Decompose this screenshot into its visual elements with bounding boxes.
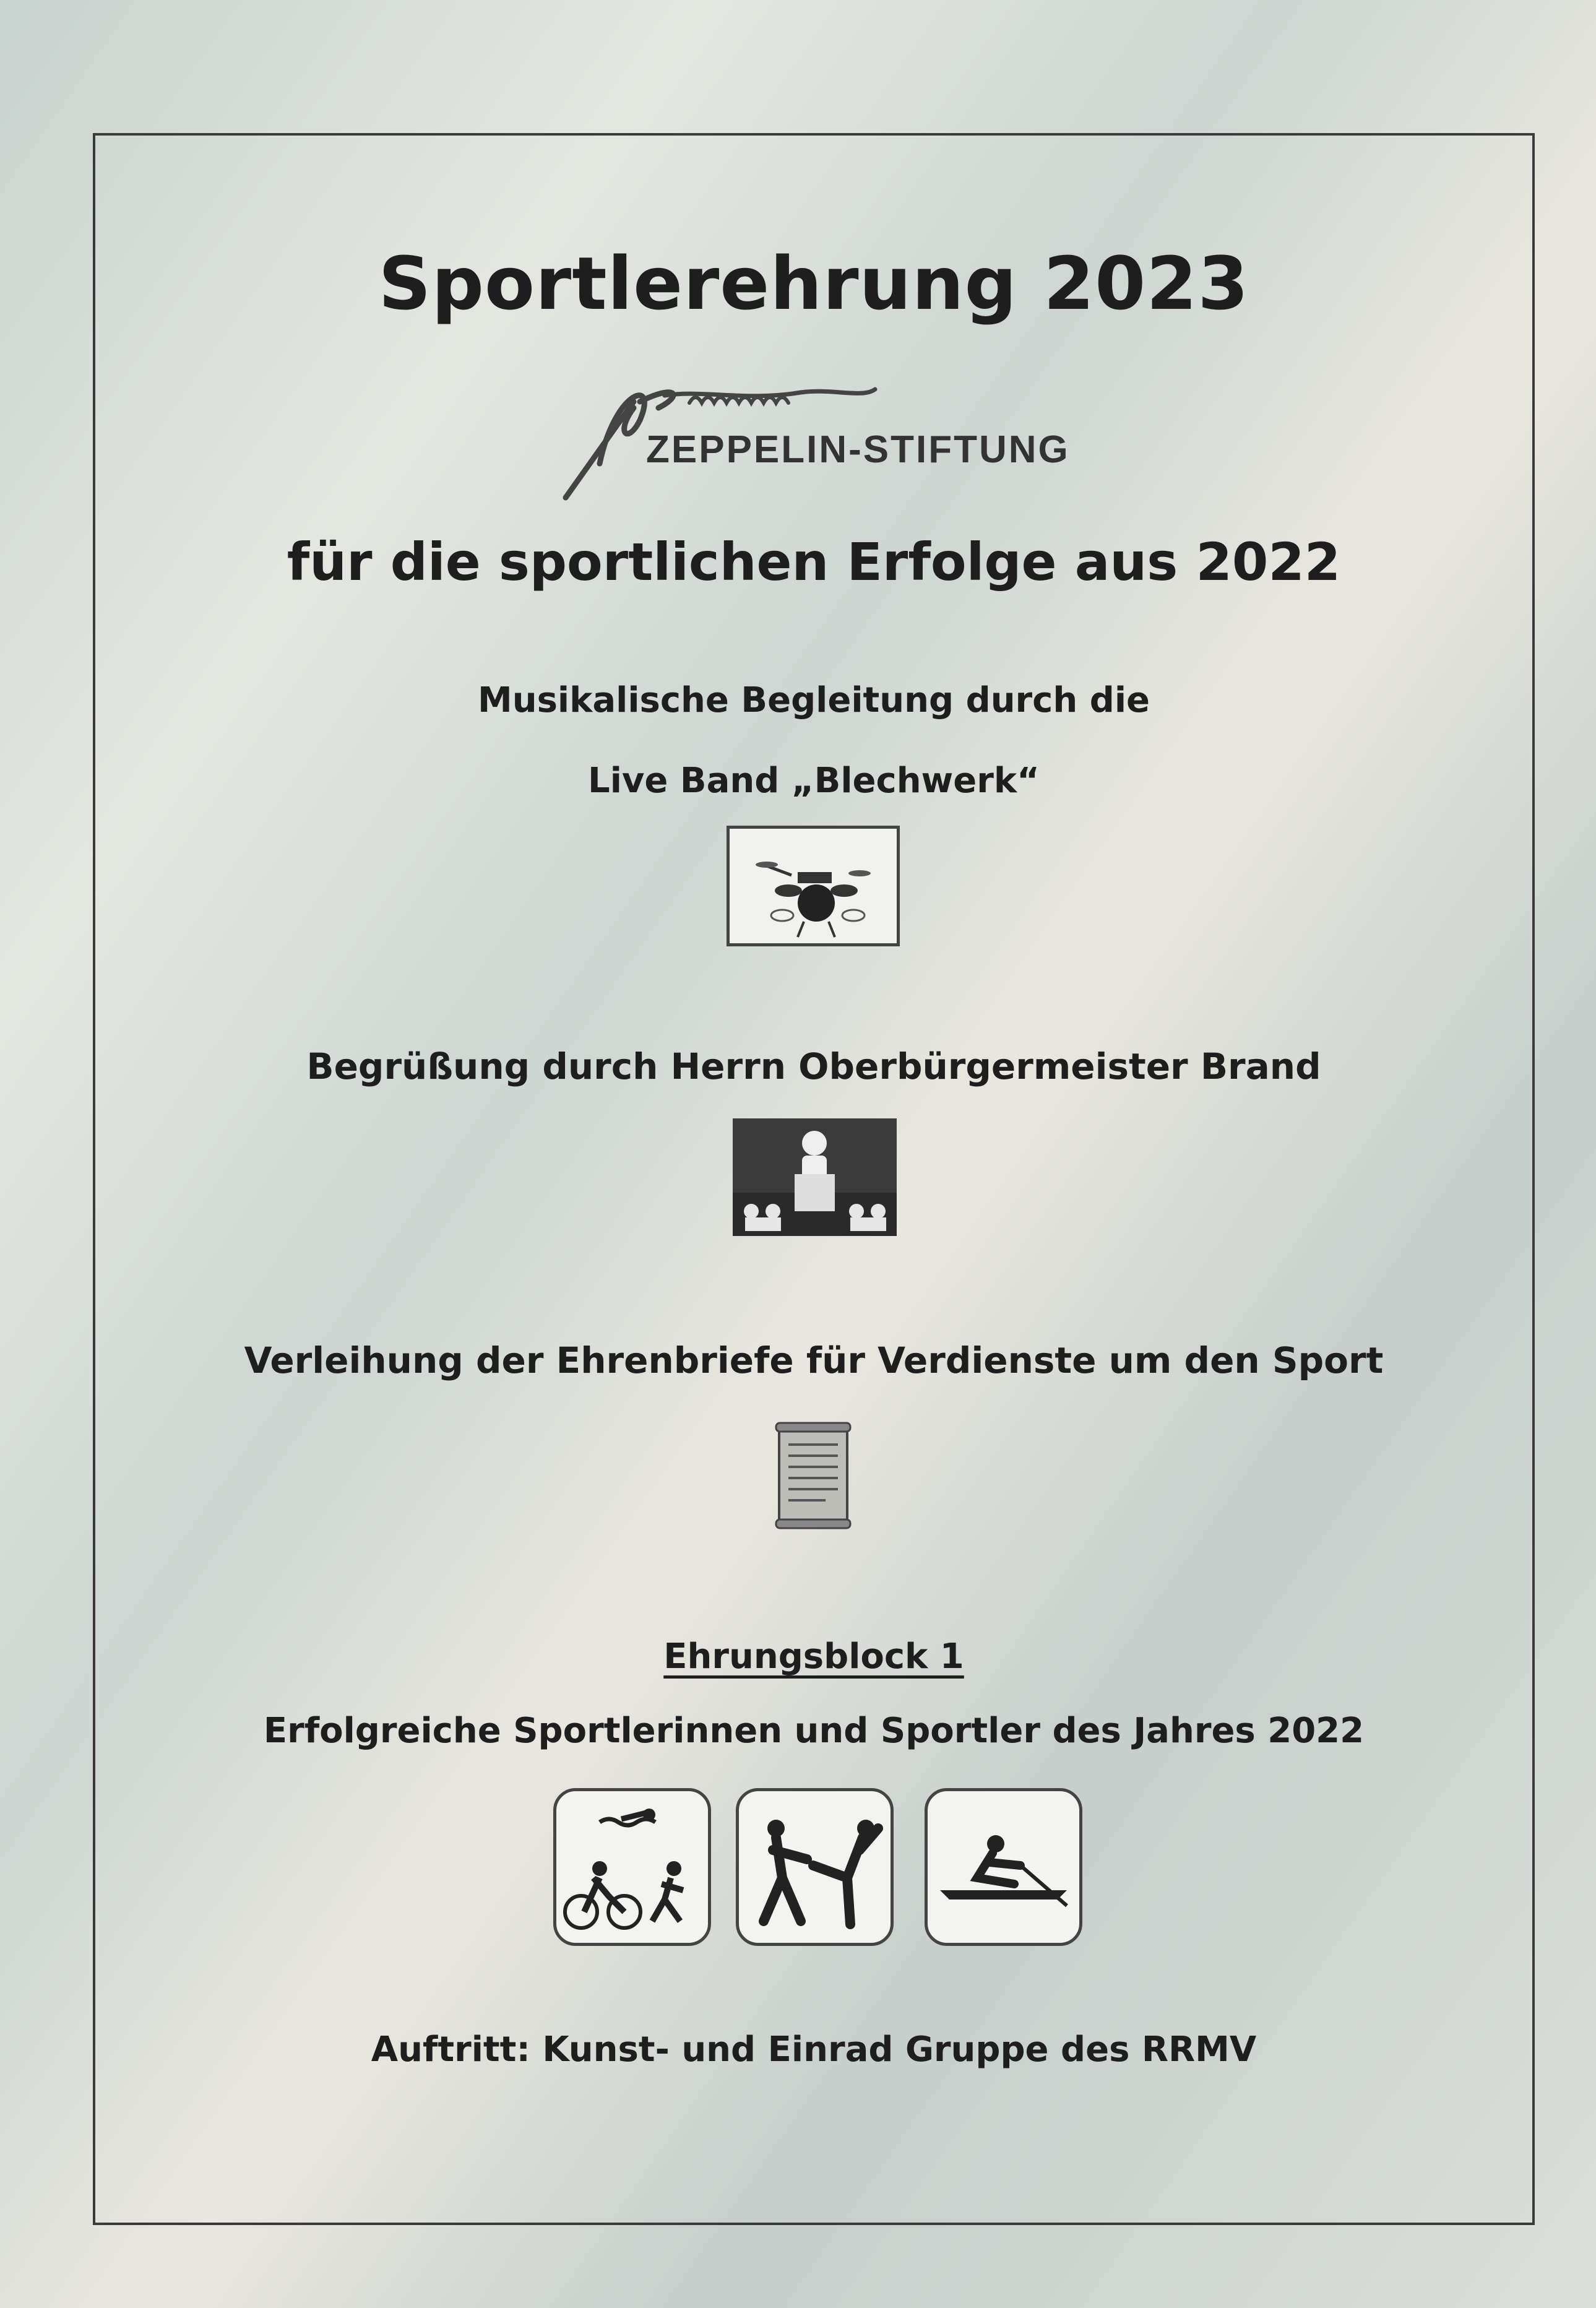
rowing-icon	[925, 1788, 1082, 1946]
martial-arts-icon	[736, 1788, 894, 1946]
document-scroll-icon	[770, 1420, 856, 1531]
speaker-podium-icon	[733, 1118, 897, 1236]
subtitle: für die sportlichen Erfolge aus 2022	[287, 532, 1341, 592]
block-description: Erfolgreiche Sportlerinnen und Sportler des Jahres 2022	[263, 1711, 1365, 1751]
music-line-1: Musikalische Begleitung durch die	[477, 680, 1150, 720]
block-heading: Ehrungsblock 1	[663, 1636, 964, 1677]
page-title: Sportlerehrung 2023	[378, 241, 1249, 326]
program-sheet	[93, 133, 1535, 2225]
performance-line: Auftritt: Kunst- und Einrad Gruppe des RRMV	[371, 2029, 1257, 2070]
drum-kit-icon	[727, 826, 900, 946]
honor-letters-line: Verleihung der Ehrenbriefe für Verdienste um den Sport	[244, 1339, 1384, 1381]
music-line-2: Live Band „Blechwerk“	[588, 761, 1040, 801]
triathlon-icon	[553, 1788, 711, 1946]
logo-text: ZEPPELIN-STIFTUNG	[646, 428, 1070, 471]
zeppelin-stiftung-logo	[541, 365, 1110, 507]
welcome-line: Begrüßung durch Herrn Oberbürgermeister Brand	[306, 1045, 1321, 1087]
